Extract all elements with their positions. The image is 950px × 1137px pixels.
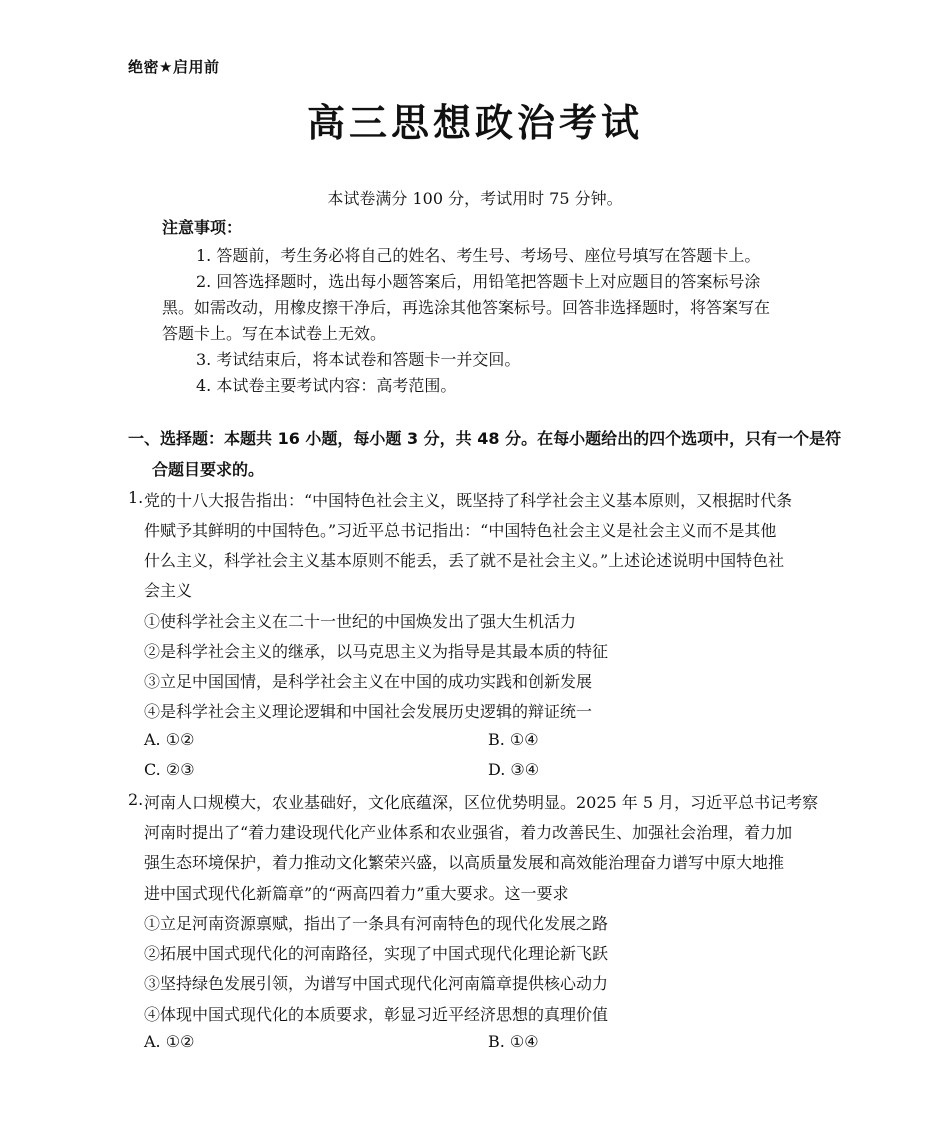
statement: ③立足中国国情，是科学社会主义在中国的成功实践和创新发展 [144, 672, 593, 691]
exam-title: 高三思想政治考试 [306, 101, 643, 145]
question-stem-line: 河南时提出了“着力建设现代化产业体系和农业强省，着力改善民生、加强社会治理，着力加 [144, 823, 793, 842]
note-line: 4. 本试卷主要考试内容：高考范围。 [196, 376, 457, 395]
option-c: C. ②③ [144, 760, 195, 779]
question-stem-line: 党的十八大报告指出：“中国特色社会主义，既坚持了科学社会主义基本原则，又根据时代条 [144, 491, 793, 510]
notes-heading: 注意事项： [162, 218, 243, 237]
statement: ①使科学社会主义在二十一世纪的中国焕发出了强大生机活力 [144, 612, 577, 631]
option-a: A. ①② [144, 730, 195, 749]
option-a: A. ①② [144, 1032, 195, 1051]
section-heading: 一、选择题：本题共 16 小题，每小题 3 分，共 48 分。在每小题给出的四个选项中，只有一个是符 [128, 429, 842, 448]
note-line: 1. 答题前，考生务必将自己的姓名、考生号、考场号、座位号填写在答题卡上。 [196, 246, 761, 265]
question-stem-line: 河南人口规模大，农业基础好，文化底蕴深，区位优势明显。2025 年 5 月，习近平总书记考察 [144, 793, 819, 812]
question-stem-line: 件赋予其鲜明的中国特色。”习近平总书记指出：“中国特色社会主义是社会主义而不是其他 [144, 521, 777, 540]
option-b: B. ①④ [488, 730, 539, 749]
note-line: 2. 回答选择题时，选出每小题答案后，用铅笔把答题卡上对应题目的答案标号涂 [196, 272, 761, 291]
statement: ②拓展中国式现代化的河南路径，实现了中国式现代化理论新飞跃 [144, 944, 609, 963]
exam-subtitle: 本试卷满分 100 分，考试用时 75 分钟。 [327, 189, 623, 208]
statement: ①立足河南资源禀赋，指出了一条具有河南特色的现代化发展之路 [144, 914, 609, 933]
question-number: 1. [128, 488, 144, 507]
question-stem-line: 什么主义，科学社会主义基本原则不能丢，丢了就不是社会主义。”上述论述说明中国特色社 [144, 551, 785, 570]
question-stem-line: 会主义 [144, 581, 193, 600]
statement: ④体现中国式现代化的本质要求，彰显习近平经济思想的真理价值 [144, 1005, 609, 1024]
statement: ④是科学社会主义理论逻辑和中国社会发展历史逻辑的辩证统一 [144, 702, 593, 721]
option-b: B. ①④ [488, 1032, 539, 1051]
question-stem-line: 强生态环境保护，着力推动文化繁荣兴盛，以高质量发展和高效能治理奋力谱写中原大地推 [144, 853, 785, 872]
section-heading-cont: 合题目要求的。 [152, 460, 265, 479]
note-line: 黑。如需改动，用橡皮擦干净后，再选涂其他答案标号。回答非选择题时，将答案写在 [162, 298, 771, 317]
option-d: D. ③④ [488, 760, 540, 779]
confidential-label: 绝密★启用前 [128, 58, 220, 76]
note-line: 答题卡上。写在本试卷上无效。 [162, 324, 387, 343]
statement: ③坚持绿色发展引领，为谱写中国式现代化河南篇章提供核心动力 [144, 974, 609, 993]
question-stem-line: 进中国式现代化新篇章”的“两高四着力”重大要求。这一要求 [144, 884, 569, 903]
question-number: 2. [128, 790, 144, 809]
statement: ②是科学社会主义的继承，以马克思主义为指导是其最本质的特征 [144, 642, 609, 661]
note-line: 3. 考试结束后，将本试卷和答题卡一并交回。 [196, 350, 521, 369]
